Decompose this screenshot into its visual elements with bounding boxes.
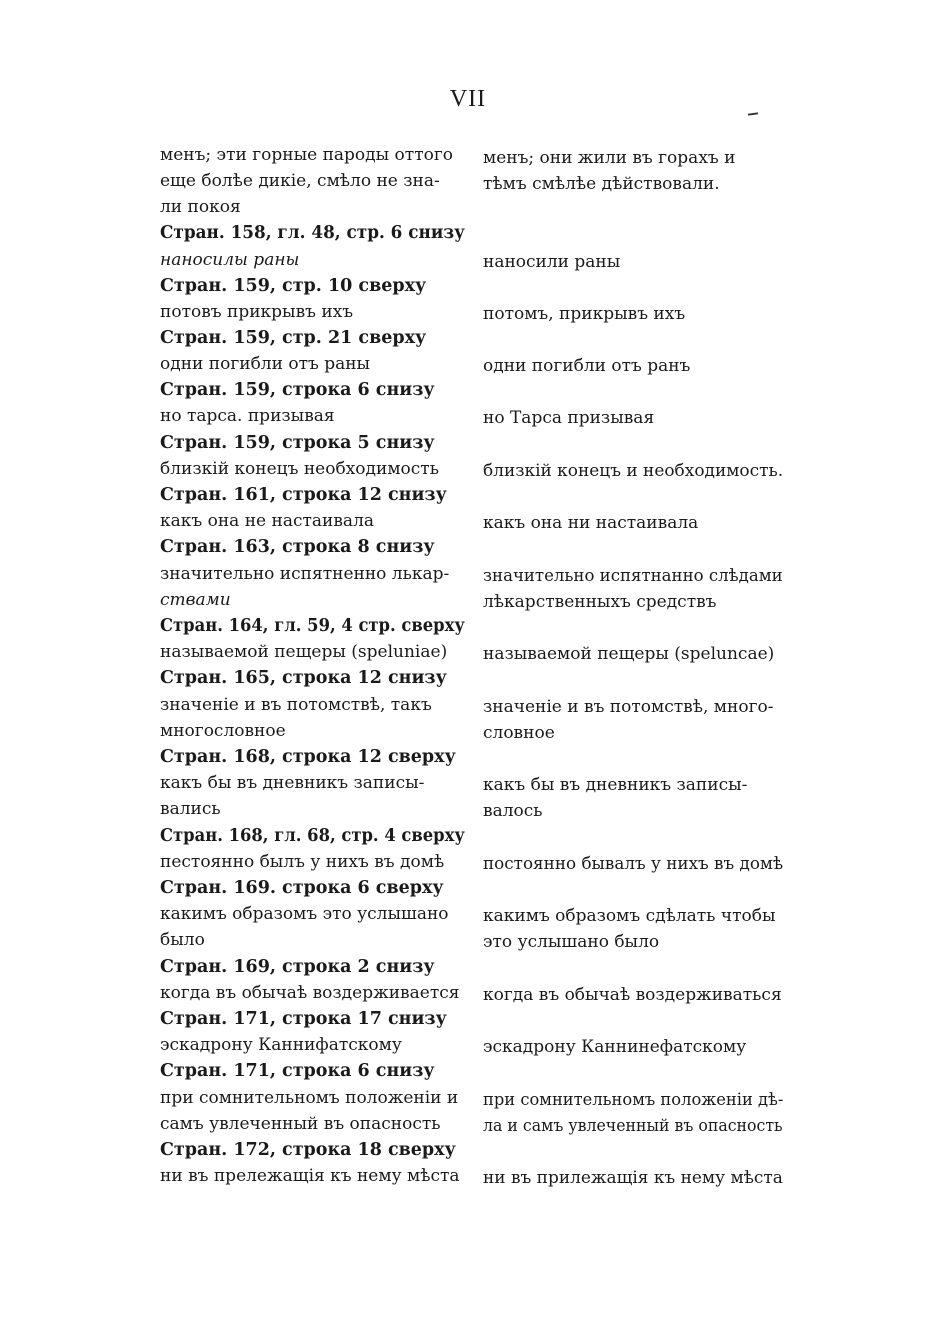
left-reference-line: Стран. 165, строка 12 снизу: [160, 668, 447, 688]
left-reference-line: Стран. 168, гл. 68, стр. 4 сверху: [160, 826, 465, 846]
left-line: близкій конецъ необходимость: [160, 459, 439, 479]
ink-mark: [748, 112, 758, 115]
left-line: но тарса. призывая: [160, 406, 335, 426]
right-line: при сомнительномъ положеніи дѣ-: [483, 1090, 784, 1110]
left-line: было: [160, 930, 205, 950]
left-reference-line: Стран. 171, строка 6 снизу: [160, 1061, 435, 1081]
left-line: вались: [160, 799, 221, 819]
left-line: еще болѣе дикіе, смѣло не зна-: [160, 171, 440, 191]
left-reference-line: Стран. 169. строка 6 сверху: [160, 878, 444, 898]
right-line: валось: [483, 801, 543, 821]
right-line: лѣкарственныхъ средствъ: [483, 592, 717, 612]
left-reference-line: Стран. 172, строка 18 сверху: [160, 1140, 456, 1160]
left-line: когда въ обычаѣ воздерживается: [160, 983, 460, 1003]
left-reference-line: Стран. 158, гл. 48, стр. 6 снизу: [160, 223, 465, 243]
right-line: наносили раны: [483, 252, 621, 272]
left-line: ствами: [160, 590, 231, 610]
left-reference-line: Стран. 164, гл. 59, 4 стр. сверху: [160, 616, 465, 636]
right-line: эскадрону Каннинефатскому: [483, 1037, 747, 1057]
left-line: ли покоя: [160, 197, 241, 217]
right-line: одни погибли отъ ранъ: [483, 356, 691, 376]
left-line: значеніе и въ потомствѣ, такъ: [160, 695, 432, 715]
right-line: ни въ прилежащія къ нему мѣста: [483, 1168, 783, 1188]
left-line: какъ она не настаивала: [160, 511, 375, 531]
right-line: потомъ, прикрывъ ихъ: [483, 304, 686, 324]
right-line: какимъ образомъ сдѣлать чтобы: [483, 906, 776, 926]
left-reference-line: Стран. 168, строка 12 сверху: [160, 747, 456, 767]
left-reference-line: Стран. 159, стр. 10 сверху: [160, 276, 427, 296]
left-reference-line: Стран. 159, строка 6 снизу: [160, 380, 435, 400]
left-line: одни погибли отъ раны: [160, 354, 371, 374]
left-line: ни въ прележащія къ нему мѣста: [160, 1166, 460, 1186]
left-line: менъ; эти горные пароды оттого: [160, 145, 453, 165]
left-line: эскадрону Каннифатскому: [160, 1035, 402, 1055]
right-line: значеніе и въ потомствѣ, много-: [483, 697, 774, 717]
left-reference-line: Стран. 169, строка 2 снизу: [160, 957, 435, 977]
left-line: какимъ образомъ это услышано: [160, 904, 449, 924]
left-reference-line: Стран. 159, строка 5 снизу: [160, 433, 435, 453]
right-line: когда въ обычаѣ воздерживаться: [483, 985, 782, 1005]
page-number: VII: [449, 86, 487, 112]
left-line: пестоянно былъ у нихъ въ домѣ: [160, 852, 445, 872]
left-reference-line: Стран. 161, строка 12 снизу: [160, 485, 447, 505]
left-reference-line: Стран. 159, стр. 21 сверху: [160, 328, 427, 348]
left-line: самъ увлеченный въ опасность: [160, 1114, 441, 1134]
left-line: потовъ прикрывъ ихъ: [160, 302, 354, 322]
left-line: значительно испятненно лькар-: [160, 564, 450, 584]
right-line: какъ она ни настаивала: [483, 513, 699, 533]
right-line: это услышано было: [483, 932, 660, 952]
right-line: постоянно бывалъ у нихъ въ домѣ: [483, 854, 784, 874]
right-line: называемой пещеры (speluncae): [483, 644, 775, 664]
right-line: тѣмъ смѣлѣе дѣйствовали.: [483, 174, 720, 194]
right-line: близкій конецъ и необходимость.: [483, 461, 784, 481]
left-reference-line: Стран. 171, строка 17 снизу: [160, 1009, 447, 1029]
right-line: какъ бы въ дневникъ записы-: [483, 775, 748, 795]
left-line: наносилы раны: [160, 250, 300, 270]
left-line: многословное: [160, 721, 286, 741]
right-line: значительно испятнанно слѣдами: [483, 566, 783, 586]
left-line: какъ бы въ дневникъ записы-: [160, 773, 425, 793]
right-line: менъ; они жили въ горахъ и: [483, 148, 736, 168]
right-line: но Тарса призывая: [483, 408, 655, 428]
right-line: словное: [483, 723, 555, 743]
left-reference-line: Стран. 163, строка 8 снизу: [160, 537, 435, 557]
left-line: при сомнительномъ положеніи и: [160, 1088, 459, 1108]
right-line: ла и самъ увлеченный въ опасность: [483, 1116, 783, 1136]
left-line: называемой пещеры (speluniae): [160, 642, 448, 662]
